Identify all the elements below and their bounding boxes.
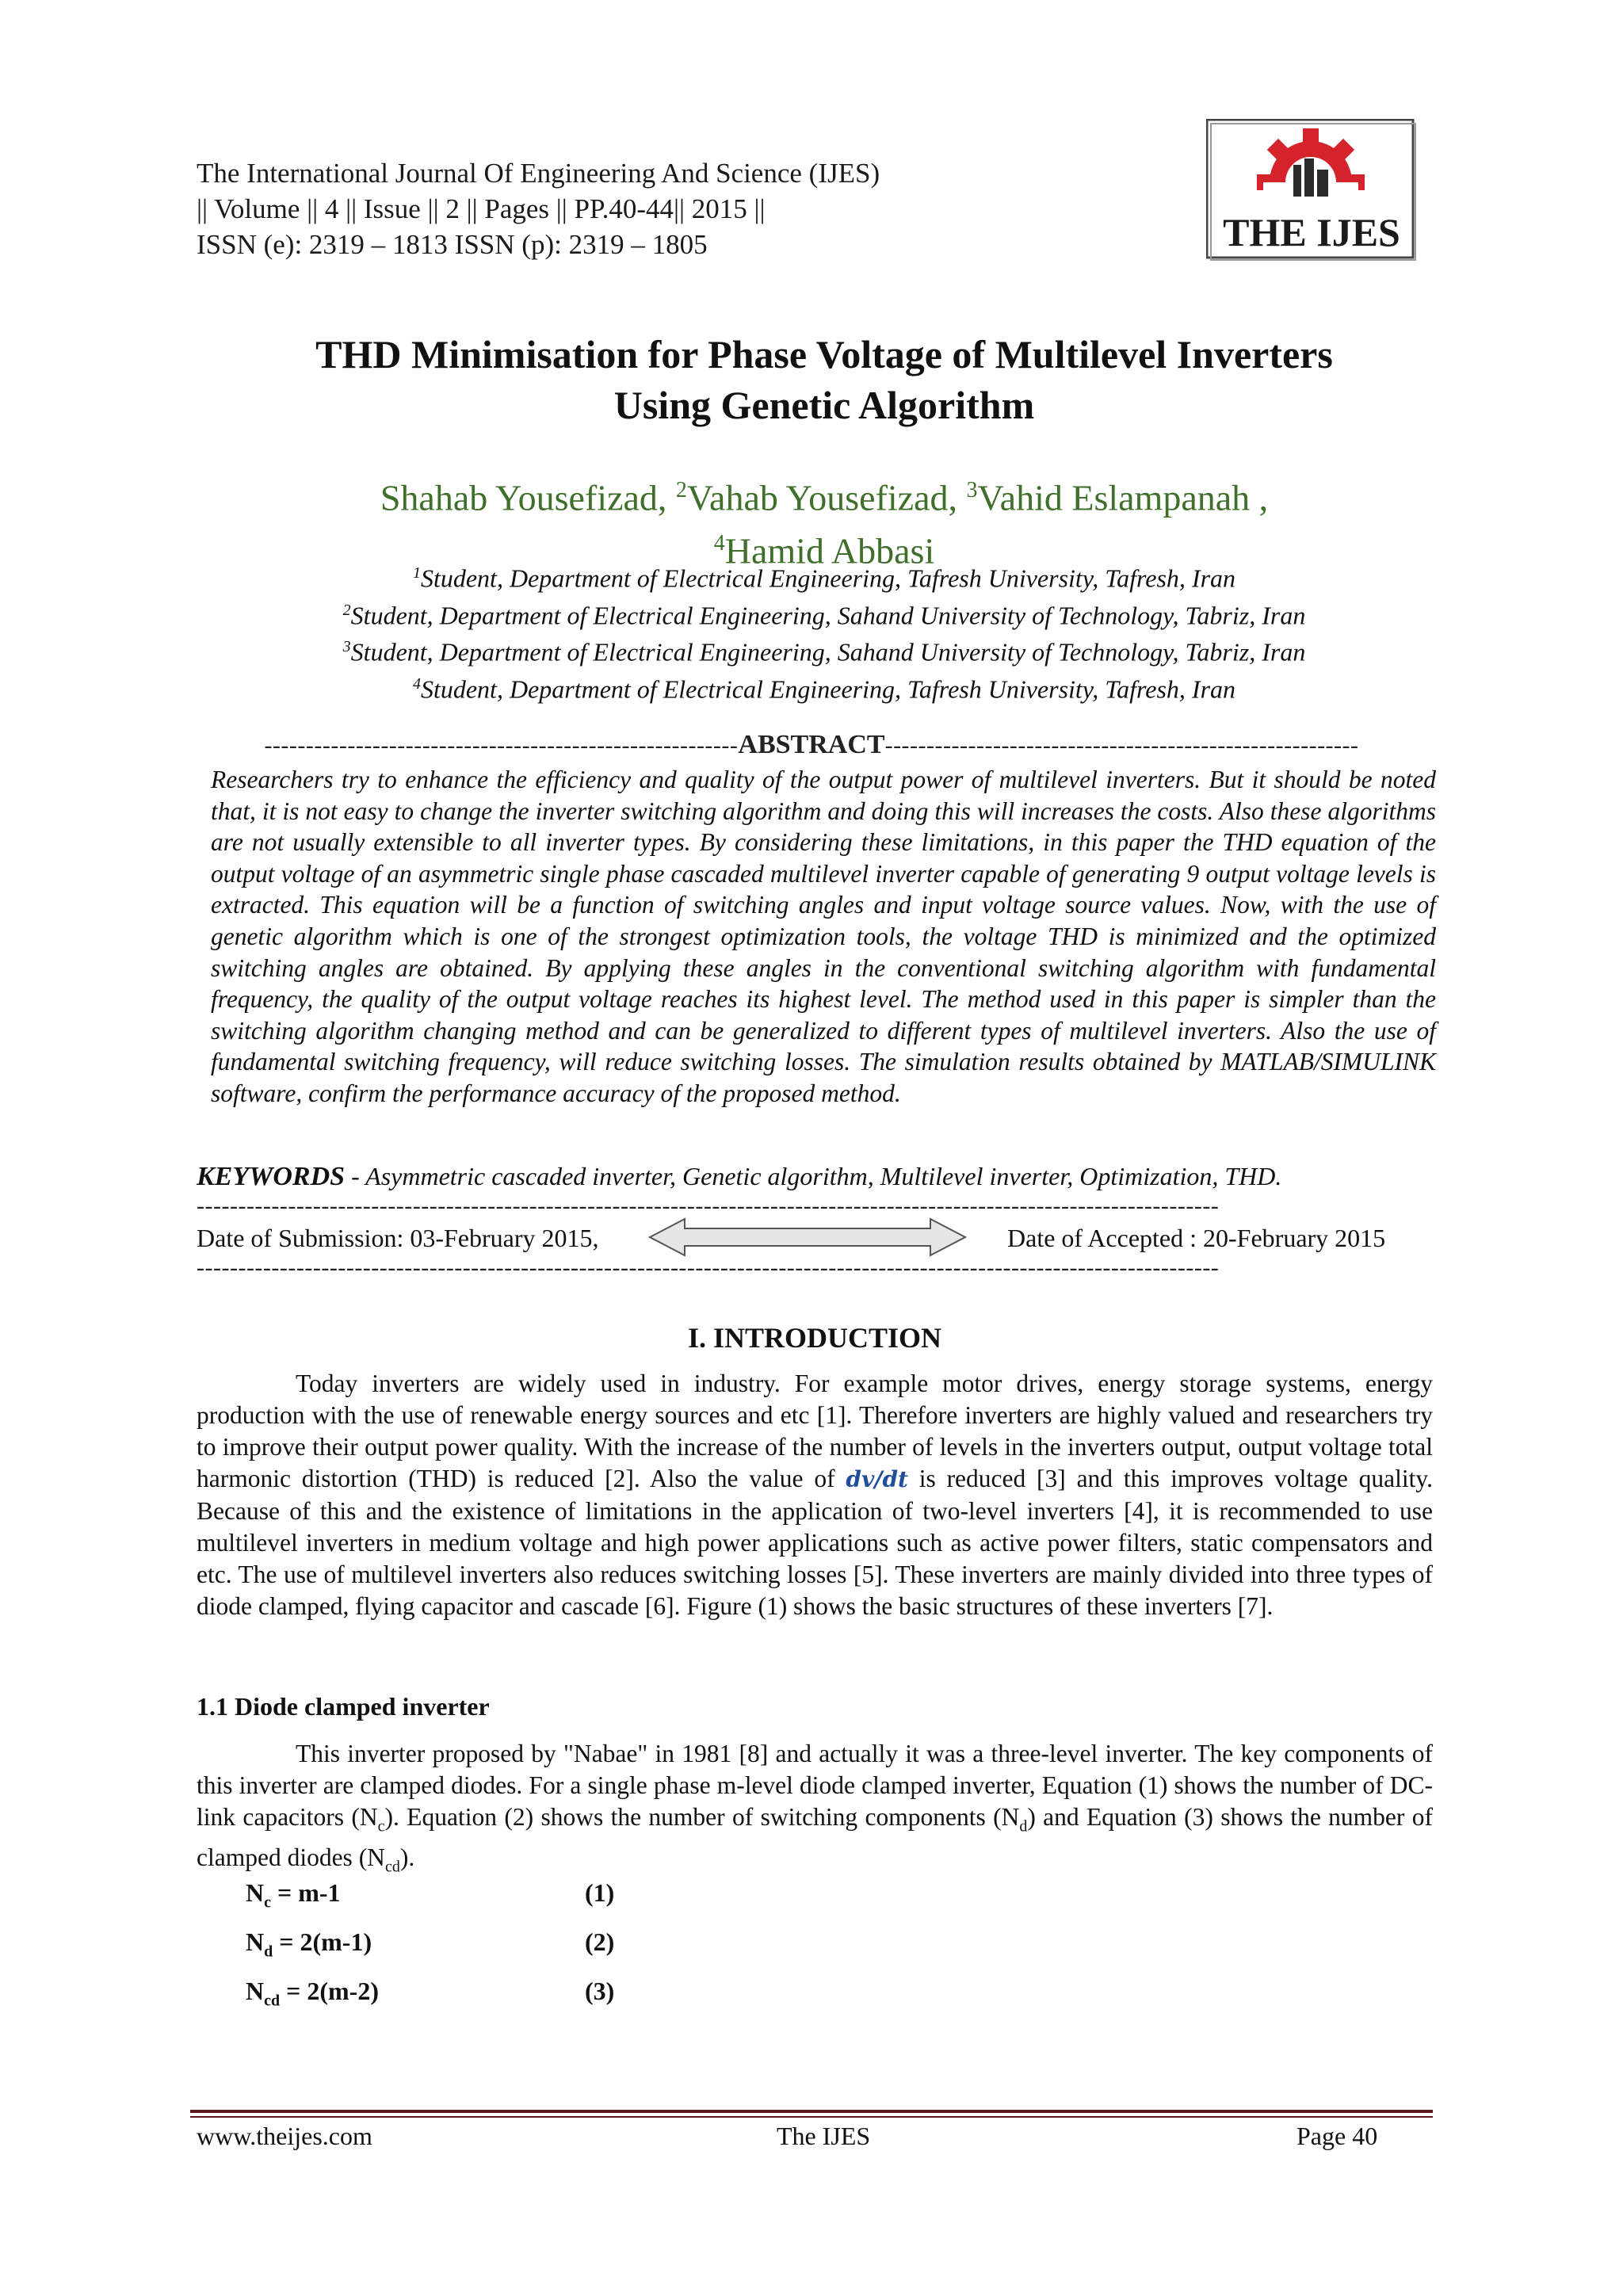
footer-rule-thin <box>190 2116 1433 2118</box>
author-1: Shahab Yousefizad, <box>380 477 667 518</box>
keywords-label: KEYWORDS <box>197 1162 346 1191</box>
gear-logo-icon <box>1206 119 1417 262</box>
equation-2-number: (2) <box>585 1927 615 1956</box>
dvdt-symbol: dv/dt <box>846 1466 908 1492</box>
subsection-heading: 1.1 Diode clamped inverter <box>197 1692 490 1721</box>
subsection-paragraph: This inverter proposed by "Nabae" in 1981 [8] and actually it was a three-level inverter. The key components of this inverter are clamped diodes. For a single phase m-level diode clamped inverter, Equation (1) shows the number of DC-link capacitors $(N_c)$. Equation (2) shows the number of switching components $(N_d)$ and Equation (3) shows the number of clamped diodes $(N_{cd})$. <box>197 1740 1433 1876</box>
divider-rule: --------------------------------------------------------------------------------------------------------------------------- <box>197 1193 1220 1219</box>
author-2: Vahab Yousefizad, <box>686 477 958 518</box>
equation-2: $N_d = 2(m-1)$ <box>246 1927 372 1961</box>
equation-3: $N_{cd} = 2(m-2)$ <box>246 1977 379 2010</box>
affiliation-3: $^3$Student, Department of Electrical Engineering, Sahand University of Technology, Tabriz, Iran <box>342 637 1306 667</box>
footer-page-number: Page 40 <box>1296 2122 1378 2150</box>
keywords <box>197 1160 1433 1193</box>
abstract-heading: ABSTRACT <box>738 732 885 759</box>
journal-info <box>197 155 880 262</box>
affiliation-2: $^2$Student, Department of Electrical Engineering, Sahand University of Technology, Tabriz, Iran <box>342 601 1306 630</box>
journal-volume: || Volume || 4 || Issue || 2 || Pages || PP.40-44|| 2015 || <box>197 193 766 224</box>
journal-name: The International Journal Of Engineering And Science (IJES) <box>197 158 880 189</box>
equation-3-number: (3) <box>585 1977 615 2005</box>
divider-rule-2: --------------------------------------------------------------------------------------------------------------------------- <box>197 1255 1220 1281</box>
title-line-2: Using Genetic Algorithm <box>613 383 1035 427</box>
author-3: Vahid Eslampanah , <box>977 477 1269 518</box>
abstract-heading-line: ---------------------------------------------------------ABSTRACT--------------------------------------------------------- <box>264 732 1359 759</box>
submission-date: Date of Submission: 03-February 2015, <box>197 1224 599 1252</box>
ijes-logo <box>1206 119 1417 262</box>
double-arrow-icon <box>648 1216 967 1259</box>
equation-1-number: (1) <box>585 1878 615 1907</box>
affiliation-4: $^4$Student, Department of Electrical Engineering, Tafresh University, Tafresh, Iran <box>412 674 1236 704</box>
intro-paragraph: Today inverters are widely used in industry. For example motor drives, energy storage systems, energy production with the use of renewable energy sources and etc [1]. Therefore inverters are highly valued and researchers try to improve their output power quality. With the increase of the number of levels in the inverters output, output voltage total harmonic distortion (THD) is reduced [2]. Also the value of dv/dt is reduced [3] and this improves voltage quality. Because of this and the existence of limitations in the application of two-level inverters [4], it is recommended to use multilevel inverters in medium voltage and high power applications such as active power filters, static compensators and etc. The use of multilevel inverters also reduces switching losses [5]. These inverters are mainly divided into three types of diode clamped, flying capacitor and cascade [6]. Figure (1) shows the basic structures of these inverters [7]. <box>197 1370 1434 1620</box>
footer-rule <box>190 2110 1433 2113</box>
author-list: Shahab Yousefizad, $^2$Vahab Yousefizad, $^3$Vahid Eslampanah , $^4$Hamid Abbasi <box>380 477 1269 571</box>
journal-issn: ISSN (e): 2319 – 1813 ISSN (p): 2319 – 1805 <box>197 229 708 260</box>
affiliations <box>158 557 1490 705</box>
footer-journal: The IJES <box>777 2122 871 2150</box>
intro-heading: I. INTRODUCTION <box>687 1322 942 1354</box>
keywords-text: - Asymmetric cascaded inverter, Genetic algorithm, Multilevel inverter, Optimization, THD. <box>345 1162 1282 1190</box>
accepted-date: Date of Accepted : 20-February 2015 <box>1007 1224 1386 1252</box>
affiliation-1: $^1$Student, Department of Electrical Engineering, Tafresh University, Tafresh, Iran <box>412 563 1236 593</box>
title-line-1: THD Minimisation for Phase Voltage of Multilevel Inverters <box>315 332 1333 376</box>
footer-website[interactable]: www.theijes.com <box>197 2122 372 2150</box>
paper-title <box>158 329 1490 430</box>
abstract-body: Researchers try to enhance the efficiency and quality of the output power of multilevel inverters. But it should be noted that, it is not easy to change the inverter switching algorithm and doing this will increases the costs. Also these algorithms are not usually extensible to all inverter types. By considering these limitations, in this paper the THD equation of the output voltage of an asymmetric single phase cascaded multilevel inverter capable of generating 9 output voltage levels is extracted. This equation will be a function of switching angles and input voltage source values. Now, with the use of genetic algorithm which is one of the strongest optimization tools, the voltage THD is minimized and the optimized switching angles are obtained. By applying these angles in the conventional switching algorithm with fundamental frequency, the quality of the output voltage reaches its highest level. The method used in this paper is simpler than the switching algorithm changing method and can be generalized to different types of multilevel inverters. Also the use of fundamental switching frequency, will reduce switching losses. The simulation results obtained by MATLAB/SIMULINK software, confirm the performance accuracy of the proposed method. <box>211 766 1436 1107</box>
author-4: Hamid Abbasi <box>724 530 935 571</box>
svg-text:THE IJES: THE IJES <box>1223 210 1400 254</box>
equation-1: $N_c = m-1$ <box>246 1878 341 1912</box>
